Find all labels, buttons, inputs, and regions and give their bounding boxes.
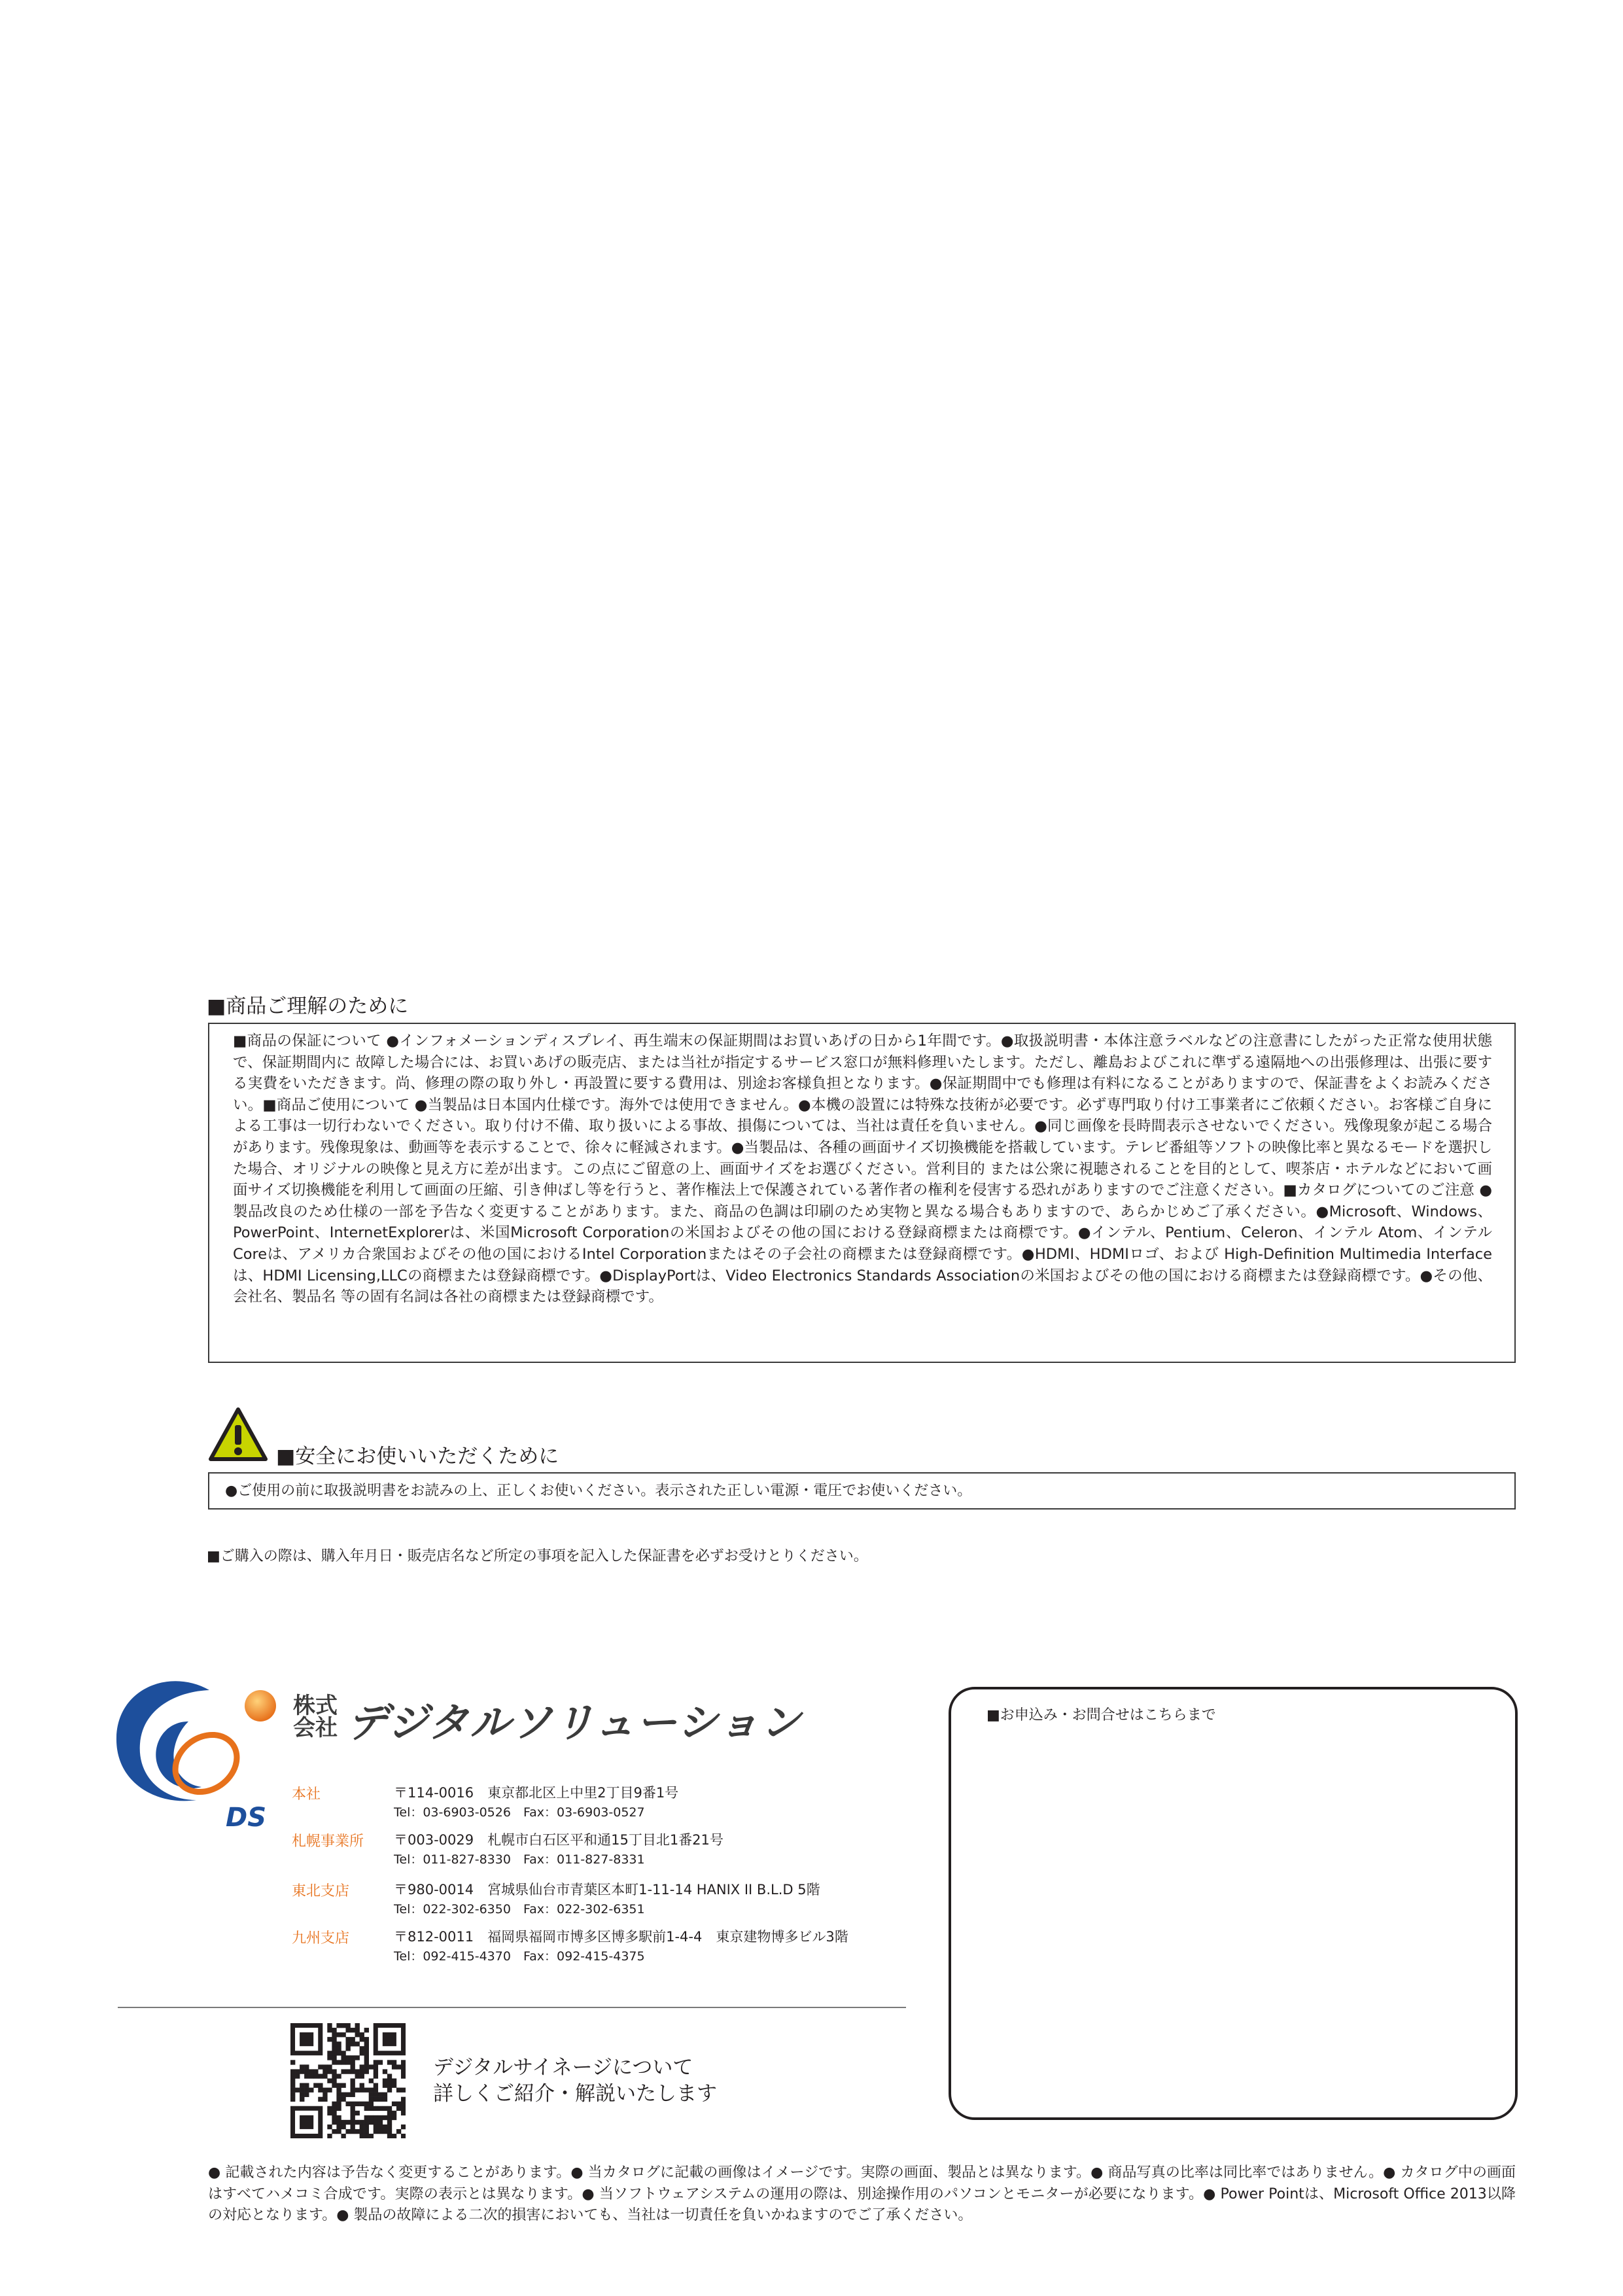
safety-box <box>208 1472 1516 1510</box>
company-logo <box>111 1672 281 1829</box>
qr-caption-line1: デジタルサイネージについて <box>433 2056 693 2079</box>
office-tel: Tel：022-302-6350 Fax：022-302-6351 <box>394 1902 645 1916</box>
office-kyushu <box>292 1927 920 1973</box>
footer-text: ● 記載された内容は予告なく変更することがあります。● 当カタログに記載の画像はイメージです。実際の画面、製品とは異なります。● 商品写真の比率は同比率ではありません。● カタログ中の画面はすべてハメコミ合成です。実際の表示とは異なります。● 当ソフトウェアシステムの運用の際は、別途操作用のパソコンとモニターが必要になります。● Power Pointは、Microsoft Office 2013以降の対応となります。● 製品の故障による二次的損害においても、当社は一切責任を負いかねますのでご了承ください。 <box>208 2164 1516 2223</box>
office-name: 札幌事業所 <box>292 1833 364 1850</box>
office-tohoku <box>292 1880 920 1926</box>
office-tel: Tel：092-415-4370 Fax：092-415-4375 <box>394 1949 645 1964</box>
contact-box <box>949 1687 1518 2120</box>
footer-notes <box>208 2163 1516 2227</box>
office-name: 九州支店 <box>292 1930 350 1947</box>
product-understanding-text: ■商品の保証について ●インフォメーションディスプレイ、再生端末の保証期間はお買いあげの日から1年間です。●取扱説明書・本体注意ラベルなどの注意書にしたがった正常な使用状態で、保証期間内に 故障した場合には、お買いあげの販売店、または当社が指定するサービス窓口が無料修理いたします。ただし、離島およびこれに準ずる遠隔地への出張修理は、出張に要する実費をいただきます。尚、修理の際の取り外し・再設置に要する費用は、別途お客様負担となります。●保証期間中でも修理は有料になることがありますので、保証書をよくお読みください。■商品ご使用について ●当製品は日本国内仕様です。海外では使用できません。●本機の設置には特殊な技術が必要です。必ず専門取り付け工事業者にご依頼ください。お客様ご自身による工事は一切行わないでください。取り付け不備、取り扱いによる事故、損傷については、当社は責任を負いません。●同じ画像を長時間表示させないでください。残像現象が起こる場合があります。残像現象は、動画等を表示することで、徐々に軽減されます。●当製品は、各種の画面サイズ切換機能を搭載しています。テレビ番組等ソフトの映像比率と異なるモードを選択した場合、オリジナルの映像と見え方に差が出ます。この点にご留意の上、画面サイズをお選びください。営利目的 または公衆に視聴されることを目的として、喫茶店・ホテルなどにおいて画面サイズ切換機能を利用して画面の圧縮、引き伸ばし等を行うと、著作権法上で保護されている著作者の権利を侵害する恐れがありますのでご注意ください。■カタログについてのご注意 ●製品改良のため仕様の一部を予告なく変更することがあります。また、商品の色調は印刷のため実物と異なる場合もありますので、あらかじめご了承ください。●Microsoft、Windows、PowerPoint、InternetExplorerは、米国Microsoft Corporationの米国およびその他の国における登録商標または商標です。●インテル、Pentium、Celeron、インテル Atom、インテル Coreは、アメリカ合衆国およびその他の国におけるIntel Corporationまたはその子会社の商標または登録商標です。●HDMI、HDMIロゴ、および High-Definition Multimedia Interfaceは、HDMI Licensing,LLCの商標または登録商標です。●DisplayPortは、Video Electronics Standards Associationの米国およびその他の国における商標または登録商標です。●その他、会社名、製品名 等の固有名詞は各社の商標または登録商標です。 <box>233 1033 1492 1306</box>
office-address: 〒114-0016 東京都北区上中里2丁目9番1号 <box>394 1785 679 1801</box>
company-type: 株式 会社 <box>293 1693 338 1741</box>
office-name: 本社 <box>292 1786 321 1803</box>
product-understanding-box <box>208 1023 1516 1363</box>
product-understanding-title: ■商品ご理解のために <box>207 995 409 1018</box>
office-address: 〒812-0011 福岡県福岡市博多区博多駅前1-4-4 東京建物博多ビル3階 <box>394 1929 848 1945</box>
safety-text: ●ご使用の前に取扱説明書をお読みの上、正しくお使いください。表示された正しい電源・電圧でお使いください。 <box>225 1483 972 1499</box>
office-address: 〒980-0014 宮城県仙台市青葉区本町1-11-14 HANIX II B.L.D 5階 <box>394 1882 820 1898</box>
qr-code[interactable] <box>290 2023 406 2138</box>
office-tel: Tel：03-6903-0526 Fax：03-6903-0527 <box>394 1805 645 1820</box>
office-name: 東北支店 <box>292 1883 350 1899</box>
safety-title: ■安全にお使いいただくために <box>276 1445 559 1468</box>
office-tel: Tel：011-827-8330 Fax：011-827-8331 <box>394 1852 645 1867</box>
qr-caption-line2: 詳しくご紹介・解説いたします <box>433 2082 717 2106</box>
qr-caption <box>433 2055 717 2107</box>
contact-box-label: ■お申込み・お問合せはこちらまで <box>986 1707 1216 1723</box>
office-sapporo <box>292 1830 920 1876</box>
divider <box>118 2007 906 2008</box>
company-name: デジタルソリューション <box>347 1699 802 1746</box>
logo-ds-text: DS <box>226 1803 267 1829</box>
warning-icon <box>208 1407 268 1462</box>
office-honsha <box>292 1783 920 1829</box>
purchase-note: ■ご購入の際は、購入年月日・販売店名など所定の事項を記入した保証書を必ずお受けとりください。 <box>207 1548 868 1564</box>
office-address: 〒003-0029 札幌市白石区平和通15丁目北1番21号 <box>394 1832 724 1848</box>
